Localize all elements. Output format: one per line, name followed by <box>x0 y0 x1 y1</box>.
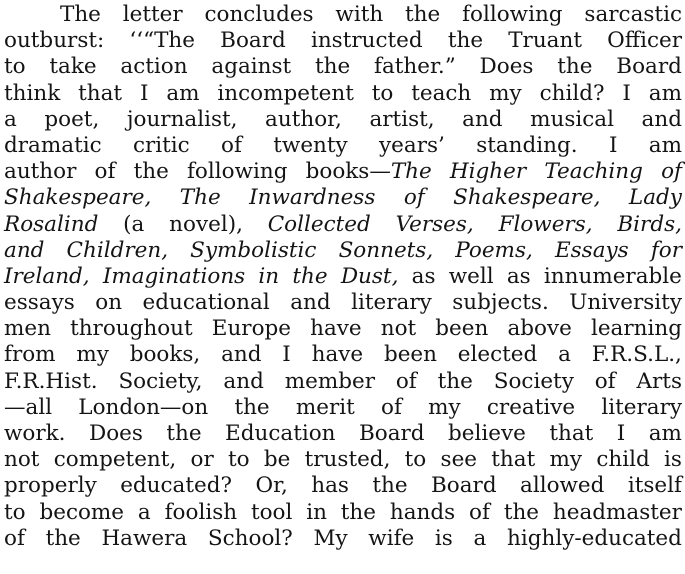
text-line <box>4 500 682 526</box>
word <box>306 159 432 185</box>
word: headmaster <box>552 499 682 525</box>
text-line <box>4 2 682 28</box>
word: of <box>661 159 682 185</box>
word: critic <box>132 132 190 158</box>
word: Rosalind <box>4 211 99 237</box>
word: School? <box>207 525 293 551</box>
word: Hawera <box>101 525 188 551</box>
word: twenty <box>273 132 348 158</box>
word: and <box>641 106 682 132</box>
word: incompetent <box>217 80 354 106</box>
text-line <box>4 473 682 499</box>
word: letter <box>122 2 183 27</box>
word: learning <box>590 316 682 342</box>
text-line <box>4 421 682 447</box>
word: been <box>383 342 437 368</box>
word: Flowers, <box>498 211 593 237</box>
word: Ireland, <box>4 263 90 289</box>
word: to <box>4 54 26 80</box>
text-line <box>4 81 682 107</box>
word: take <box>49 54 97 80</box>
word: or <box>190 447 214 473</box>
word: to <box>4 499 26 525</box>
word: the <box>557 54 593 80</box>
word: teach <box>411 80 472 106</box>
word: action <box>120 54 188 80</box>
word: books, <box>129 342 201 368</box>
word: from <box>4 342 56 368</box>
word: essays <box>4 290 75 316</box>
word: to <box>371 80 394 106</box>
word: in <box>306 499 327 525</box>
word: Verses, <box>395 211 474 237</box>
word: years’ <box>379 132 445 158</box>
word: with <box>335 2 384 27</box>
word: my <box>489 80 522 106</box>
text-line <box>4 316 682 342</box>
word: subjects. <box>452 290 549 316</box>
word: member <box>284 368 375 394</box>
word: Education <box>225 421 336 446</box>
text-line <box>4 54 682 80</box>
word: and <box>221 342 262 368</box>
word: a <box>4 106 17 132</box>
word: Truant <box>508 28 582 54</box>
word: the <box>437 368 473 394</box>
word: of <box>4 525 25 551</box>
text-line <box>4 264 682 290</box>
word: child? <box>539 80 605 106</box>
word: think <box>4 80 61 106</box>
word: Shakespeare, <box>453 185 601 211</box>
word: as <box>411 263 436 289</box>
word: wife <box>368 525 415 551</box>
word: Society <box>493 368 574 394</box>
word: have <box>310 316 362 342</box>
word: merit <box>295 394 355 420</box>
word: following <box>462 2 563 27</box>
word: Board <box>430 473 497 499</box>
word: against <box>211 54 292 80</box>
word: am <box>648 80 682 106</box>
word: poet, <box>44 106 100 132</box>
word: (a <box>123 211 145 237</box>
text-line <box>4 342 682 368</box>
word: Collected <box>267 211 371 237</box>
word: artist, <box>369 106 435 132</box>
word: the <box>314 54 351 80</box>
word: and <box>223 368 264 394</box>
word: I <box>282 342 291 368</box>
text-line <box>4 28 682 54</box>
word: Inwardness <box>249 185 376 211</box>
text-line <box>4 447 682 473</box>
word: Essays <box>554 237 629 263</box>
word: educated? <box>120 473 233 499</box>
word: The <box>60 2 101 27</box>
word: highly-educated <box>506 525 682 551</box>
word: dramatic <box>4 132 102 158</box>
word: hands <box>389 499 456 525</box>
word: tool <box>250 499 293 525</box>
word: Imaginations <box>102 263 246 289</box>
text-line <box>4 133 682 159</box>
word: on <box>95 290 123 316</box>
word: become <box>39 499 125 525</box>
word: the <box>405 2 441 27</box>
word: Board <box>358 421 425 446</box>
word: journalist, <box>126 106 238 132</box>
word: itself <box>627 473 682 499</box>
word: I <box>608 132 618 158</box>
word: London—on <box>78 394 209 420</box>
text-line <box>4 290 682 316</box>
word: not <box>380 316 417 342</box>
word: been <box>435 316 489 342</box>
word: sarcastic <box>584 2 682 27</box>
word: that <box>549 421 594 446</box>
text-line <box>4 526 682 552</box>
word: Europe <box>211 316 292 342</box>
article-text <box>4 2 682 552</box>
word: as <box>506 263 531 289</box>
word: above <box>507 316 572 342</box>
word: musical <box>530 106 614 132</box>
word: the <box>45 525 81 551</box>
text-line <box>4 212 682 238</box>
word: Birds, <box>617 211 682 237</box>
word: author <box>4 159 77 185</box>
word: work. <box>4 421 66 446</box>
word: author, <box>265 106 342 132</box>
word: my <box>428 394 461 420</box>
word: I <box>616 421 626 446</box>
word: of <box>403 185 425 211</box>
word: I <box>139 80 149 106</box>
word: is <box>434 525 453 551</box>
word: of <box>381 394 402 420</box>
word: instructed <box>310 28 423 54</box>
word: outburst: <box>4 28 105 54</box>
word: to <box>404 447 427 473</box>
word: foolish <box>164 499 238 525</box>
word: creative <box>486 394 576 420</box>
word: The <box>179 185 221 211</box>
word: F.R.Hist. <box>4 368 98 394</box>
word: and <box>4 237 45 263</box>
word: Sonnets, <box>338 237 434 263</box>
word: the <box>372 473 408 499</box>
word: the <box>133 159 169 185</box>
word: to <box>228 447 250 473</box>
word-part: books— <box>305 159 391 185</box>
word: —all <box>4 394 53 420</box>
word: the <box>166 421 202 446</box>
word: is <box>663 447 682 473</box>
word: Board <box>616 54 682 80</box>
word: following <box>186 159 288 185</box>
word: am <box>648 421 682 446</box>
word: novel), <box>169 211 243 237</box>
word: My <box>313 525 348 551</box>
word: the <box>340 499 377 525</box>
word: concludes <box>204 2 314 27</box>
word: the <box>234 394 270 420</box>
word: University <box>569 290 682 316</box>
word: see <box>440 447 478 473</box>
word: that <box>78 80 123 106</box>
word: has <box>311 473 349 499</box>
word: educational <box>142 290 270 316</box>
word: child <box>596 447 650 473</box>
word-part: , <box>391 263 399 289</box>
word: a <box>473 525 487 551</box>
word: of <box>221 132 242 158</box>
word: believe <box>448 421 526 446</box>
word: of <box>469 499 490 525</box>
text-line <box>4 395 682 421</box>
word: the <box>292 263 328 289</box>
word: a <box>558 342 571 368</box>
word: Does <box>479 54 534 80</box>
word: I <box>622 80 631 106</box>
word: innumerable <box>543 263 682 289</box>
word: Or, <box>255 473 288 499</box>
word: Officer <box>607 28 682 54</box>
word: Board <box>220 28 286 54</box>
word: have <box>311 342 364 368</box>
word: am <box>648 132 682 158</box>
word: my <box>76 342 109 368</box>
text-line <box>4 185 682 211</box>
word: Shakespeare, <box>4 185 152 211</box>
word: Poems, <box>455 237 533 263</box>
word: competent, <box>53 447 177 473</box>
word: standing. <box>476 132 578 158</box>
text-line <box>4 238 682 264</box>
word: properly <box>4 473 97 499</box>
word: Symbolistic <box>190 237 317 263</box>
text-line <box>4 107 682 133</box>
word: Society, <box>118 368 203 394</box>
word: F.R.S.L., <box>591 342 682 368</box>
word: not <box>4 447 40 473</box>
word: Does <box>88 421 143 446</box>
word: my <box>549 447 583 473</box>
word: a <box>137 499 151 525</box>
word: of <box>594 368 616 394</box>
word: be <box>263 447 291 473</box>
word-part: Dust <box>340 263 392 289</box>
word-part: The <box>390 159 432 185</box>
word: men <box>4 316 51 342</box>
word: ‘‘“The <box>129 28 195 54</box>
word: Lady <box>628 185 682 211</box>
word: the <box>447 28 484 54</box>
word: for <box>650 237 682 263</box>
word <box>341 264 399 290</box>
word: literary <box>351 290 432 316</box>
word: Teaching <box>544 159 643 185</box>
word: and <box>462 106 503 132</box>
word: the <box>503 499 540 525</box>
text-line <box>4 369 682 395</box>
word: Arts <box>636 368 682 394</box>
word: in <box>258 263 280 289</box>
word: literary <box>601 394 682 420</box>
word: of <box>395 368 417 394</box>
word: well <box>448 263 494 289</box>
word: Children, <box>66 237 169 263</box>
word: throughout <box>70 316 193 342</box>
word: of <box>94 159 116 185</box>
text-line <box>4 159 682 185</box>
word: allowed <box>520 473 605 499</box>
word: and <box>290 290 331 316</box>
word: Higher <box>449 159 527 185</box>
word: trusted, <box>304 447 391 473</box>
word: am <box>166 80 200 106</box>
word: father.” <box>373 54 456 80</box>
word: elected <box>457 342 538 368</box>
word: that <box>491 447 536 473</box>
